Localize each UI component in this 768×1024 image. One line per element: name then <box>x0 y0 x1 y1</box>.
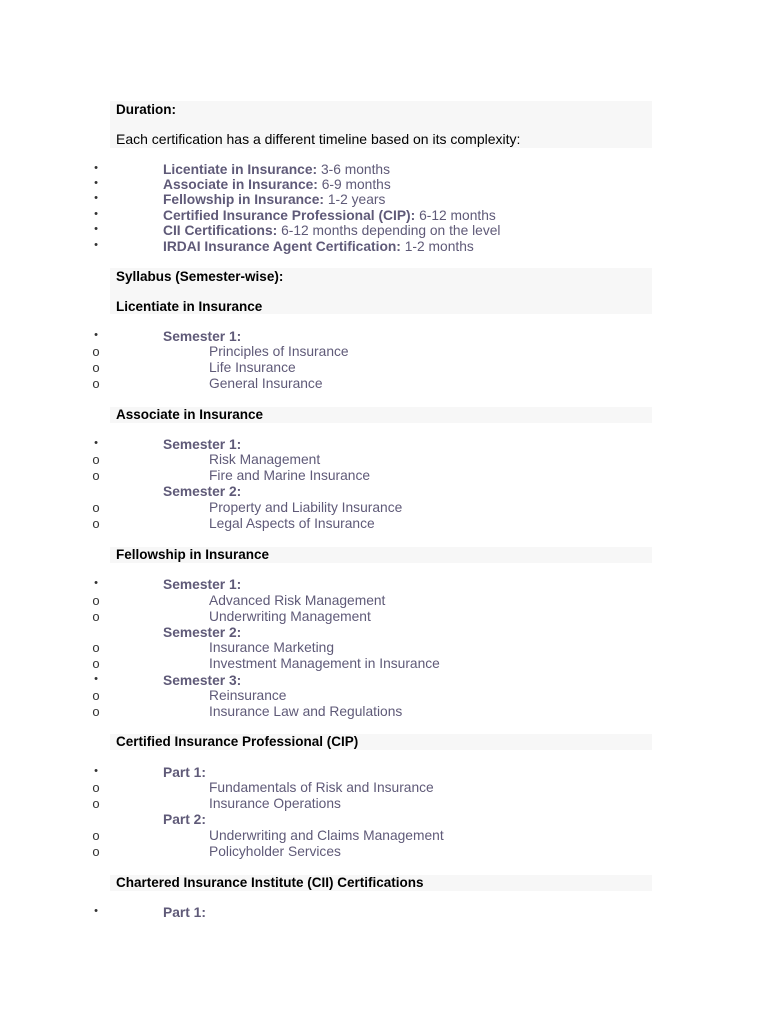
duration-item <box>0 162 768 178</box>
subitem-row <box>0 344 768 360</box>
sub-marker: o <box>92 844 100 859</box>
sub-marker: o <box>92 656 100 671</box>
subitem-row <box>0 688 768 704</box>
duration-value: 1-2 years <box>327 192 386 207</box>
sub-marker: o <box>92 360 100 375</box>
sub-marker: o <box>92 376 100 391</box>
subitem-text: Life Insurance <box>209 360 296 375</box>
group-row <box>0 905 768 921</box>
duration-label: Fellowship in Insurance: <box>163 192 324 207</box>
group-row <box>0 577 768 593</box>
subitem-row <box>0 376 768 392</box>
sub-marker: o <box>92 593 100 608</box>
duration-label: IRDAI Insurance Agent Certification: <box>163 239 401 254</box>
group-label: Part 1: <box>163 905 206 920</box>
subitem-text: Principles of Insurance <box>209 344 349 359</box>
bullet-marker: • <box>94 208 98 220</box>
bullet-marker: • <box>94 765 98 777</box>
subitem-row <box>0 468 768 484</box>
subitem-text: Property and Liability Insurance <box>209 500 403 515</box>
section-heading: Certified Insurance Professional (CIP) <box>116 734 359 749</box>
subitem-text: Fundamentals of Risk and Insurance <box>209 780 434 795</box>
duration-item <box>0 239 768 255</box>
duration-item <box>0 208 768 224</box>
duration-label: Associate in Insurance: <box>163 177 318 192</box>
sub-marker: o <box>92 640 100 655</box>
sub-marker: o <box>92 452 100 467</box>
subitem-text: Insurance Law and Regulations <box>209 704 403 719</box>
subitem-row <box>0 500 768 516</box>
subitem-row <box>0 656 768 672</box>
duration-label: CII Certifications: <box>163 223 278 238</box>
subitem-text: Investment Management in Insurance <box>209 656 440 671</box>
group-row <box>0 812 768 828</box>
subitem-text: Risk Management <box>209 452 321 467</box>
duration-item <box>0 177 768 193</box>
duration-item <box>0 192 768 208</box>
section-heading: Associate in Insurance <box>116 407 264 422</box>
duration-value: 6-9 months <box>321 177 391 192</box>
subitem-row <box>0 516 768 532</box>
bullet-marker: • <box>94 162 98 174</box>
group-row <box>0 765 768 781</box>
sub-marker: o <box>92 609 100 624</box>
section-heading: Licentiate in Insurance <box>116 299 263 314</box>
bullet-marker: • <box>94 673 98 685</box>
sub-marker: o <box>92 688 100 703</box>
group-row <box>0 329 768 345</box>
section-heading: Fellowship in Insurance <box>116 547 270 562</box>
bullet-marker: • <box>94 577 98 589</box>
subitem-row <box>0 360 768 376</box>
bullet-marker: • <box>94 239 98 251</box>
subitem-row <box>0 452 768 468</box>
sub-marker: o <box>92 468 100 483</box>
group-row <box>0 484 768 500</box>
sub-marker: o <box>92 516 100 531</box>
subitem-text: Advanced Risk Management <box>209 593 386 608</box>
duration-value: 6-12 months depending on the level <box>281 223 501 238</box>
syllabus-heading: Syllabus (Semester-wise): <box>116 269 284 284</box>
group-label: Semester 1: <box>163 329 242 344</box>
group-row <box>0 437 768 453</box>
duration-value: 3-6 months <box>320 162 390 177</box>
bullet-marker: • <box>94 192 98 204</box>
sub-marker: o <box>92 704 100 719</box>
subitem-text: Insurance Operations <box>209 796 341 811</box>
group-label: Part 1: <box>163 765 206 780</box>
group-row <box>0 673 768 689</box>
sub-marker: o <box>92 796 100 811</box>
duration-intro: Each certification has a different timeline based on its complexity: <box>116 131 521 147</box>
duration-value: 1-2 months <box>404 239 474 254</box>
subitem-row <box>0 844 768 860</box>
subitem-text: Underwriting Management <box>209 609 371 624</box>
subitem-row <box>0 796 768 812</box>
subitem-row <box>0 780 768 796</box>
sub-marker: o <box>92 344 100 359</box>
subitem-row <box>0 593 768 609</box>
sub-marker: o <box>92 828 100 843</box>
subitem-text: Policyholder Services <box>209 844 341 859</box>
subitem-text: Legal Aspects of Insurance <box>209 516 375 531</box>
section-heading: Chartered Insurance Institute (CII) Certifications <box>116 875 424 890</box>
subitem-text: Underwriting and Claims Management <box>209 828 444 843</box>
duration-label: Licentiate in Insurance: <box>163 162 318 177</box>
subitem-text: Reinsurance <box>209 688 287 703</box>
bullet-marker: • <box>94 223 98 235</box>
bullet-marker: • <box>94 905 98 917</box>
group-label: Semester 1: <box>163 437 242 452</box>
sub-marker: o <box>92 780 100 795</box>
duration-heading: Duration: <box>116 102 176 117</box>
group-label: Semester 2: <box>163 625 242 640</box>
subitem-text: Fire and Marine Insurance <box>209 468 371 483</box>
subitem-row <box>0 640 768 656</box>
duration-label: Certified Insurance Professional (CIP): <box>163 208 416 223</box>
group-label: Semester 2: <box>163 484 242 499</box>
duration-value: 6-12 months <box>419 208 496 223</box>
subitem-row <box>0 828 768 844</box>
group-label: Semester 3: <box>163 673 242 688</box>
bullet-marker: • <box>94 329 98 341</box>
duration-item <box>0 223 768 239</box>
bullet-marker: • <box>94 437 98 449</box>
subitem-text: General Insurance <box>209 376 323 391</box>
group-row <box>0 625 768 641</box>
group-label: Part 2: <box>163 812 206 827</box>
subitem-row <box>0 609 768 625</box>
group-label: Semester 1: <box>163 577 242 592</box>
sub-marker: o <box>92 500 100 515</box>
subitem-row <box>0 704 768 720</box>
bullet-marker: • <box>94 177 98 189</box>
subitem-text: Insurance Marketing <box>209 640 335 655</box>
